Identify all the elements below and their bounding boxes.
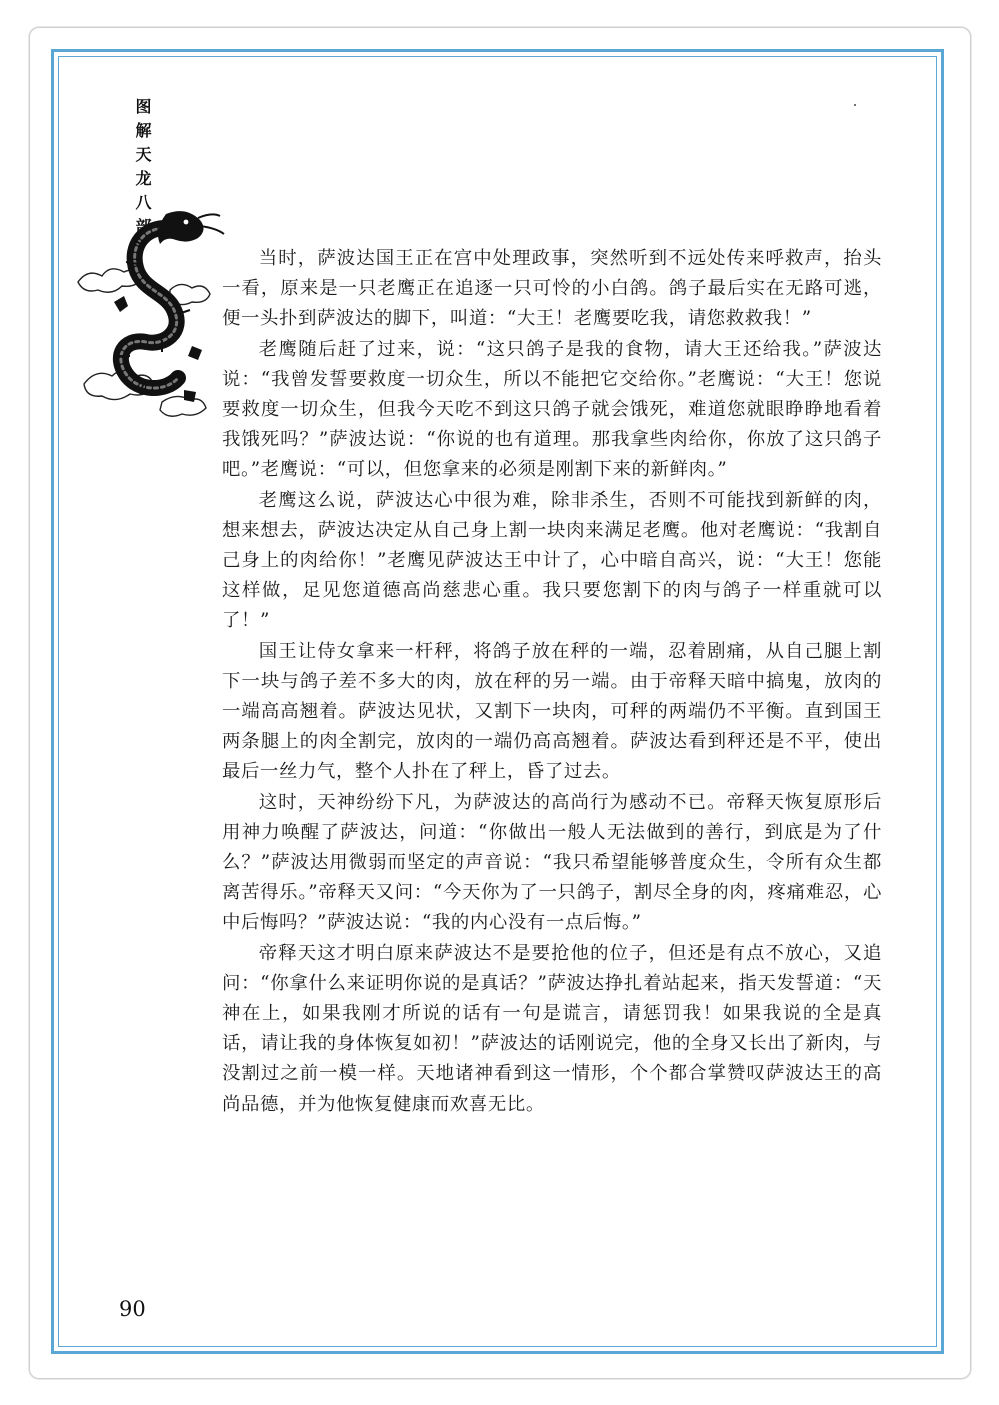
paragraph: 国王让侍女拿来一杆秤，将鸽子放在秤的一端，忍着剧痛，从自己腿上割下一块与鸽子差不多大的肉，放在秤的另一端。由于帝释天暗中搞鬼，放肉的一端高高翘着。萨波达见状，又割下一块肉，可秤的两端仍不平衡。直到国王两条腿上的肉全割完，放肉的一端仍高高翘着。萨波达看到秤还是不平，使出最后一丝力气，整个人扑在了秤上，昏了过去。 — [222, 640, 882, 783]
scan-speck — [854, 104, 856, 106]
paragraph: 这时，天神纷纷下凡，为萨波达的高尚行为感动不已。帝释天恢复原形后用神力唤醒了萨波达，问道：“你做出一般人无法做到的善行，到底是为了什么？”萨波达用微弱而坚定的声音说：“我只希望能够普度众生，令所有众生都离苦得乐。”帝释天又问：“今天你为了一只鸽子，割尽全身的肉，疼痛难忍，心中后悔吗？”萨波达说：“我的内心没有一点后悔。” — [222, 791, 882, 934]
paragraph: 老鹰随后赶了过来，说：“这只鸽子是我的食物，请大王还给我。”萨波达说：“我曾发誓要救度一切众生，所以不能把它交给你。”老鹰说：“大王！您说要救度一切众生，但我今天吃不到这只鸽子就会饿死，难道您就眼睁睁地看着我饿死吗？”萨波达说：“你说的也有道理。那我拿些肉给你，你放了这只鸽子吧。”老鹰说：“可以，但您拿来的必须是刚割下来的新鲜肉。” — [222, 338, 882, 481]
paragraph: 老鹰这么说，萨波达心中很为难，除非杀生，否则不可能找到新鲜的肉，想来想去，萨波达决定从自己身上割一块肉来满足老鹰。他对老鹰说：“我割自己身上的肉给你！”老鹰见萨波达王中计了，心中暗自高兴，说：“大王！您能这样做，足见您道德高尚慈悲心重。我只要您割下的肉与鸽子一样重就可以了！” — [222, 489, 882, 632]
paragraph: 当时，萨波达国王正在宫中处理政事，突然听到不远处传来呼救声，抬头一看，原来是一只老鹰正在追逐一只可怜的小白鸽。鸽子最后实在无路可逃，便一头扑到萨波达的脚下，叫道：“大王！老鹰要吃我，请您救救我！” — [222, 248, 882, 330]
dragon-illustration-icon — [74, 206, 234, 424]
page-number: 90 — [119, 1297, 146, 1321]
article-body — [222, 244, 882, 1120]
running-title: 图解天龙八部 — [133, 98, 152, 242]
paragraph: 帝释天这才明白原来萨波达不是要抢他的位子，但还是有点不放心，又追问：“你拿什么来证明你说的是真话？”萨波达挣扎着站起来，指天发誓道：“天神在上，如果我刚才所说的话有一句是谎言，请惩罚我！如果我说的全是真话，请让我的身体恢复如初！”萨波达的话刚说完，他的全身又长出了新肉，与没割过之前一模一样。天地诸神看到这一情形，个个都合掌赞叹萨波达王的高尚品德，并为他恢复健康而欢喜无比。 — [222, 942, 882, 1115]
